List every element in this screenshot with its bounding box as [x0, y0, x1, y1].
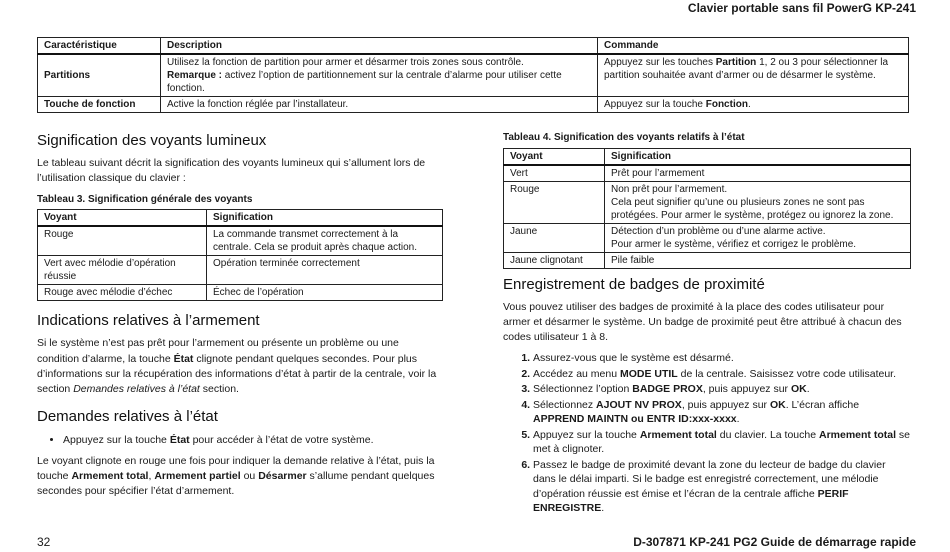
- text: . L’écran affiche: [785, 398, 860, 411]
- step-item: [533, 428, 911, 457]
- text: Assurez-vous que le système est désarmé.: [533, 352, 734, 365]
- page-header: Clavier portable sans fil PowerG KP-241: [687, 1, 916, 15]
- description-text: Utilisez la fonction de partition pour armer et désarmer trois zones sous contrôle.: [167, 57, 524, 68]
- menu-name: AJOUT NV PROX: [596, 398, 682, 411]
- text: clignote pendant quelques secondes. Pour plus d’informations sur la récupération des informations d’état à partir de la centrale, voir la section: [37, 352, 437, 396]
- badges-intro: Vous pouvez utiliser des badges de proximité à la place des codes utilisateur pour armer et désarmer le système. Un badge de proximité peut être attribué à chacun des codes utilisateur 1 à 8.: [503, 300, 902, 344]
- table4-caption: Tableau 4. Signification des voyants relatifs à l’état: [503, 132, 745, 143]
- voyant-cell: Rouge avec mélodie d’échec: [38, 285, 207, 301]
- step-item: [533, 351, 911, 365]
- section-heading-armement: Indications relatives à l’armement: [37, 312, 260, 330]
- text: du clavier. La touche: [716, 428, 819, 441]
- text: .: [601, 502, 605, 515]
- table-row: [38, 285, 443, 301]
- voyant-cell: Vert avec mélodie d’opération réussie: [38, 256, 207, 285]
- command-text: Appuyez sur la touche: [604, 99, 706, 110]
- page-number: 32: [37, 534, 51, 549]
- col-header-voyant: Voyant: [504, 148, 605, 165]
- text: ou: [240, 470, 259, 482]
- armement-paragraph: [37, 336, 443, 397]
- key-name: Fonction: [705, 99, 748, 110]
- text: Si le système n’est pas prêt pour l’armement ou présente un problème ou une condition d’alarme, la touche: [37, 337, 399, 365]
- col-header-voyant: Voyant: [38, 210, 207, 227]
- key-name: OK: [769, 398, 786, 411]
- signification-cell: Échec de l’opération: [207, 285, 443, 301]
- right-column: [503, 131, 911, 517]
- text: .: [806, 383, 810, 396]
- voyant-cell: Rouge: [38, 226, 207, 256]
- feature-cell: Partitions: [38, 54, 161, 97]
- note-label: Remarque :: [167, 70, 223, 81]
- table-row: [504, 165, 911, 182]
- text: Accédez au menu: [533, 367, 620, 380]
- text: Le voyant clignote en rouge une fois pour indiquer la demande relative à l’état, puis la touche: [37, 454, 435, 482]
- voyant-cell: Rouge: [504, 181, 605, 223]
- features-table: [37, 37, 909, 113]
- step-item: [533, 382, 911, 396]
- table3: [37, 209, 443, 301]
- signification-cell: Pile faible: [605, 252, 911, 268]
- text: Passez le badge de proximité devant la zone du lecteur de badge du clavier dans le délai imparti. Si le badge est enregistré correctement, une mélodie d’opération réussie est émise et l’écran de la centrale affiche: [533, 458, 886, 500]
- key-name: Armement total: [71, 470, 149, 482]
- text: se met à clignoter.: [533, 428, 911, 456]
- command-cell: [598, 54, 909, 97]
- badges-steps: [503, 351, 911, 515]
- key-name: Armement partiel: [154, 470, 241, 482]
- demandes-list: [37, 433, 443, 448]
- step-item: [533, 458, 911, 516]
- table-row: [38, 97, 909, 113]
- col-header-description: Description: [161, 38, 598, 55]
- text: Appuyez sur la touche: [533, 428, 640, 441]
- signification-cell: Opération terminée correctement: [207, 256, 443, 285]
- signification-cell: La commande transmet correctement à la centrale. Cela se produit après chaque action.: [207, 226, 443, 256]
- voyant-cell: Jaune clignotant: [504, 252, 605, 268]
- description-cell: Active la fonction réglée par l’installateur.: [161, 97, 598, 113]
- note-text: activez l’option de partitionnement sur la centrale d’alarme pour utiliser cette fonction.: [167, 70, 562, 94]
- section-heading-voyants: Signification des voyants lumineux: [37, 132, 267, 149]
- signification-cell: Détection d’un problème ou d’une alarme active. Pour armer le système, vérifiez et corrigez le problème.: [605, 223, 911, 252]
- section-reference: Demandes relatives à l’état: [73, 383, 200, 396]
- signification-cell: Non prêt pour l’armement. Cela peut signifier qu’une ou plusieurs zones ne sont pas protégées. Pour armer le système, protégez ou ignorez la zone.: [605, 181, 911, 223]
- step-item: [533, 398, 911, 427]
- table-row: [504, 252, 911, 268]
- text: s’allume pendant quelques secondes pour spécifier l’état d’armement.: [37, 470, 435, 498]
- command-text: 1, 2 ou 3 pour sélectionner la partition souhaitée avant d’armer ou de désarmer le système.: [604, 57, 889, 81]
- key-name: Désarmer: [258, 470, 307, 482]
- col-header-feature: Caractéristique: [38, 38, 161, 55]
- menu-name: BADGE PROX: [632, 383, 703, 396]
- voyant-cell: Vert: [504, 165, 605, 182]
- text: Sélectionnez l’option: [533, 383, 633, 396]
- key-name: Armement total: [639, 428, 717, 441]
- command-cell: [598, 97, 909, 113]
- col-header-signification: Signification: [605, 148, 911, 165]
- key-name: OK: [790, 383, 807, 396]
- description-cell: [161, 54, 598, 97]
- key-name: Partition: [715, 57, 757, 68]
- left-column: [37, 131, 443, 505]
- signification-cell: Prêt pour l’armement: [605, 165, 911, 182]
- demandes-paragraph: [37, 454, 443, 500]
- text: , puis appuyez sur: [681, 398, 770, 411]
- command-text: .: [747, 99, 751, 110]
- table-row: [38, 256, 443, 285]
- table-row: [504, 181, 911, 223]
- key-name: État: [169, 433, 190, 446]
- screen-text: PERIF ENREGISTRE: [533, 487, 849, 515]
- table4: [503, 148, 911, 269]
- voyants-intro: Le tableau suivant décrit la signification des voyants lumineux qui s’allument lors de l’utilisation classique du clavier :: [37, 157, 426, 185]
- document-id: D-307871 KP-241 PG2 Guide de démarrage rapide: [633, 534, 916, 549]
- key-name: Armement total: [819, 428, 897, 441]
- section-heading-badges: Enregistrement de badges de proximité: [503, 275, 765, 293]
- command-text: Appuyez sur les touches: [604, 57, 716, 68]
- col-header-signification: Signification: [207, 210, 443, 227]
- table-row: [38, 226, 443, 256]
- col-header-command: Commande: [598, 38, 909, 55]
- section-heading-demandes: Demandes relatives à l’état: [37, 408, 218, 426]
- text: pour accéder à l’état de votre système.: [189, 433, 374, 446]
- text: .: [736, 413, 740, 426]
- feature-cell: Touche de fonction: [38, 97, 161, 113]
- step-item: [533, 367, 911, 381]
- table3-caption: Tableau 3. Signification générale des voyants: [37, 193, 253, 205]
- text: Sélectionnez: [533, 398, 597, 411]
- text: de la centrale. Saisissez votre code utilisateur.: [677, 367, 896, 380]
- text: section.: [199, 383, 239, 396]
- text: ,: [148, 470, 155, 482]
- menu-name: MODE UTIL: [619, 367, 678, 380]
- table-row: [38, 54, 909, 97]
- screen-text: APPREND MAINTN ou ENTR ID:xxx-xxxx: [533, 413, 737, 426]
- voyant-cell: Jaune: [504, 223, 605, 252]
- list-item: [63, 433, 443, 448]
- text: Appuyez sur la touche: [63, 433, 170, 446]
- table-row: [504, 223, 911, 252]
- key-name: État: [173, 352, 194, 365]
- text: , puis appuyez sur: [702, 383, 791, 396]
